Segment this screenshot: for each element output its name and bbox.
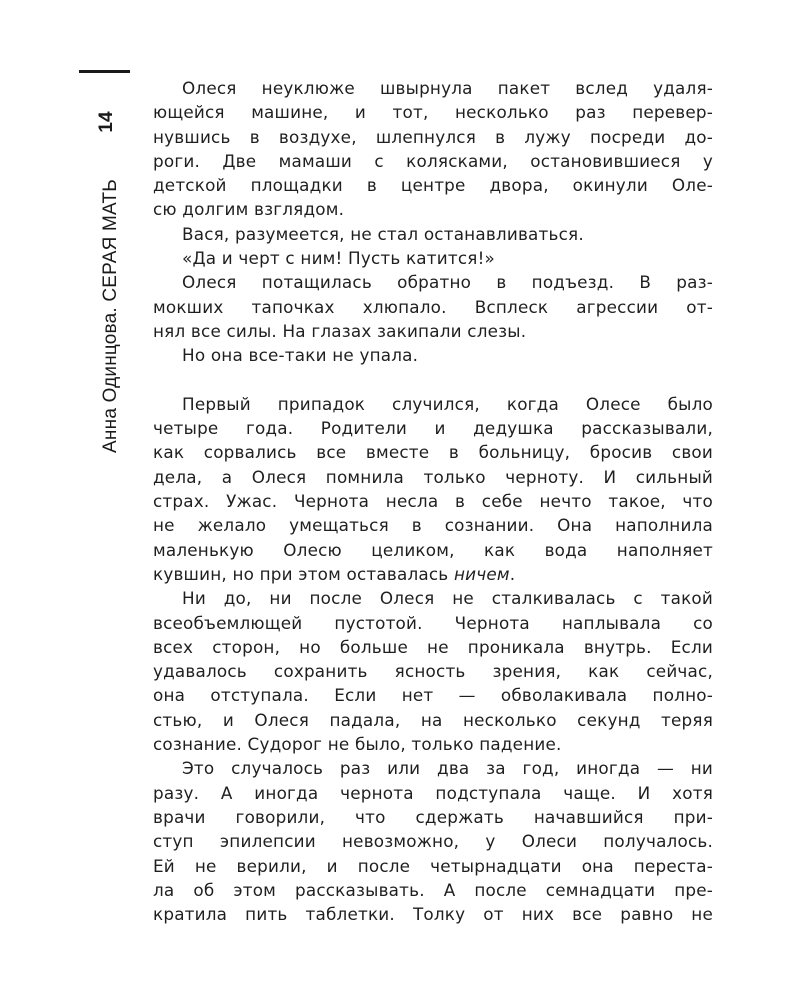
text-line: четыре года. Родители и дедушка рассказывали, [153, 418, 713, 439]
text-line: она отступала. Если нет — обволакивала полно- [153, 685, 713, 706]
text-line: стью, и Олеся падала, на несколько секунд теряя [153, 709, 713, 730]
text-line: дела, а Олеся помнила только черноту. И сильный [153, 466, 713, 487]
text-line: ступ эпилепсии невозможно, у Олеси получалось. [153, 831, 713, 852]
text-line: нял все силы. На глазах закипали слезы. [153, 320, 527, 341]
text-line: не желало умещаться в сознании. Она наполнила [153, 515, 713, 536]
text-line: Первый припадок случился, когда Олесе было [182, 393, 713, 414]
text-line: разу. А иногда чернота подступала чаще. И хотя [153, 782, 713, 803]
text-line: роги. Две мамаши с колясками, остановившиеся у [153, 150, 713, 171]
text-line: Олеся потащилась обратно в подъезд. В раз- [182, 272, 713, 293]
paragraph [153, 246, 713, 270]
text-line: ющейся машине, и тот, несколько раз перевер- [153, 102, 713, 123]
text-line [153, 562, 713, 586]
text-line: врачи говорили, что сдержать начавшийся при- [153, 806, 713, 827]
paragraph [153, 756, 713, 926]
running-head: Анна Одинцова. СЕРАЯ МАТЬ [100, 179, 121, 453]
text-line: сю долгим взглядом. [153, 199, 345, 220]
text-line: Вася, разумеется, не стал останавливаться. [182, 223, 584, 244]
text-line: всех сторон, но больше не проникала внутрь. Если [153, 636, 713, 657]
paragraph [153, 343, 713, 367]
text-segment: кувшин, но при этом оставалась [153, 563, 449, 584]
emphasized-word: ничем [453, 563, 510, 584]
text-segment: . [509, 563, 516, 584]
text-line: Но она все-таки не упала. [182, 345, 419, 366]
paragraph [153, 586, 713, 756]
text-line: Олеся неуклюже швырнула пакет вслед удаля- [182, 78, 713, 98]
text-line: Ни до, ни после Олеся не сталкивалась с такой [182, 588, 713, 609]
text-line: удавалось сохранить ясность зрения, как сейчас, [153, 661, 713, 682]
text-line: кратила пить таблетки. Толку от них все равно не [153, 904, 713, 925]
text-line: маленькую Олесю целиком, как вода наполняет [153, 539, 713, 560]
text-line: нувшись в воздухе, шлепнулся в лужу посреди до- [153, 126, 713, 147]
text-line: Это случалось раз или два за год, иногда — ни [182, 758, 713, 779]
paragraph [153, 270, 713, 343]
text-line: сознание. Судорог не было, только падение. [153, 734, 562, 755]
text-line: всеобъемлющей пустотой. Чернота наплывала со [153, 612, 713, 633]
text-line: «Да и черт с ним! Пусть катится!» [182, 248, 495, 269]
text-line: страх. Ужас. Чернота несла в себе нечто такое, что [153, 491, 713, 512]
text-line: мокших тапочках хлюпало. Всплеск агрессии от- [153, 296, 713, 317]
paragraph [153, 392, 713, 586]
text-line: как сорвались все вместе в больницу, бросив свои [153, 442, 713, 463]
section-break [153, 368, 713, 392]
text-line: Ей не верили, и после четырнадцати она переста- [153, 855, 713, 876]
text-line: ла об этом рассказывать. А после семнадцати пре- [153, 879, 713, 900]
text-line: детской площадки в центре двора, окинули Оле- [153, 175, 713, 196]
body-text [153, 76, 713, 926]
margin-rule [79, 70, 130, 73]
paragraph [153, 222, 713, 246]
paragraph [153, 76, 713, 222]
page-number: 14 [96, 111, 117, 133]
